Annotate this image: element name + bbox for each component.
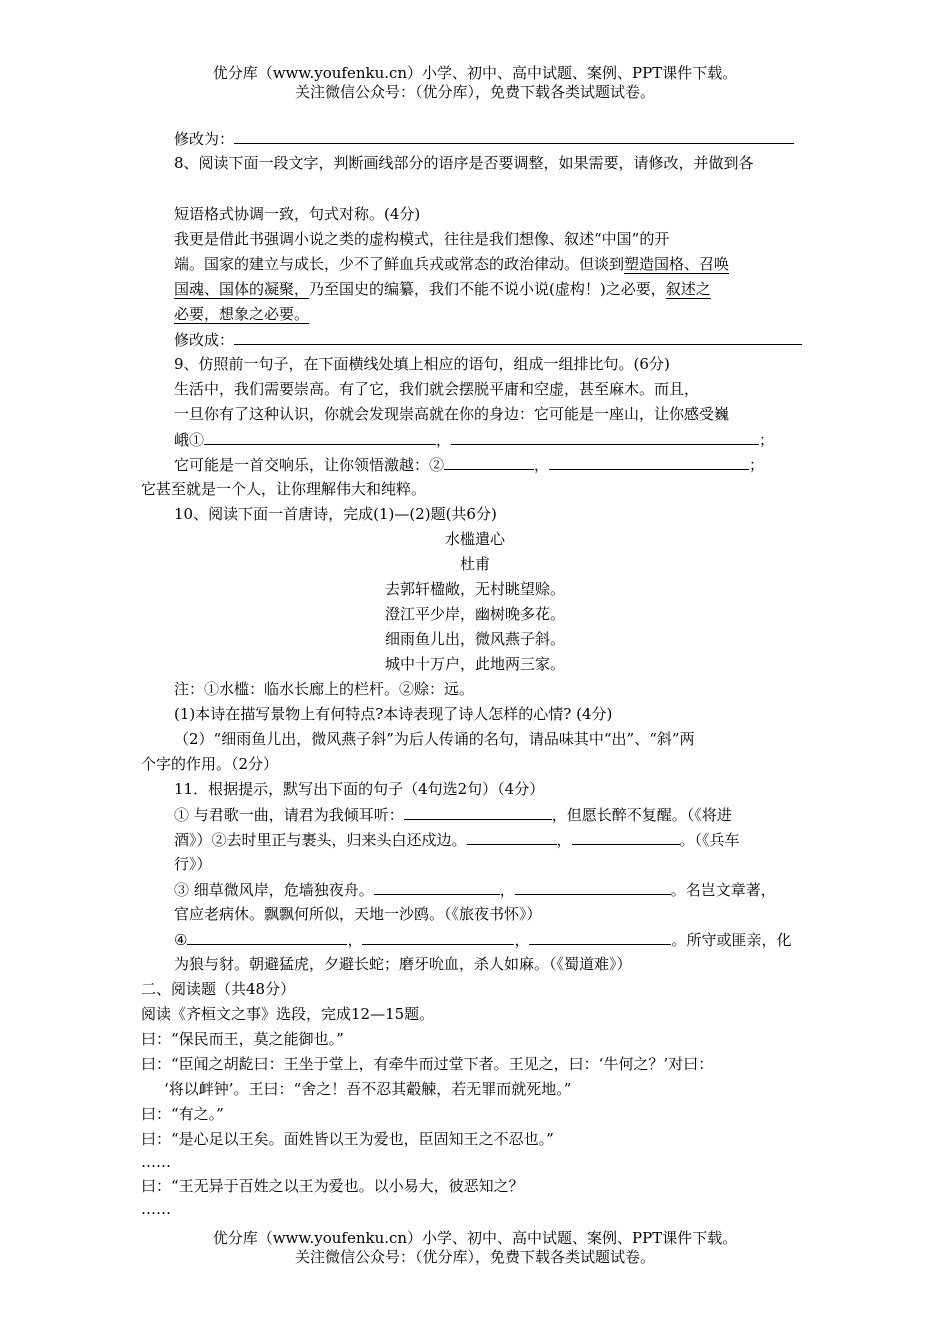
q9-line-3: 峨① ， ； — [174, 431, 775, 449]
q8-passage-4 — [174, 304, 309, 324]
passage-line-4: 曰：“有之。” — [141, 1105, 224, 1123]
q9-blank-2b[interactable] — [549, 454, 749, 470]
poem-line-1: 去郭轩楹敞，无村眺望赊。 — [384, 580, 565, 598]
q10-sub-2b: 个字的作用。（2分） — [141, 755, 279, 773]
q9-blank-1a[interactable] — [204, 429, 436, 445]
q8-stem-2: 短语格式协调一致，句式对称。(4分) — [174, 205, 421, 223]
q9-blank-1b[interactable] — [451, 429, 759, 445]
q8-underlined-3: 叙述之 — [665, 280, 711, 298]
q11-item-3-cont: 官应老病休。飘飘何所似，天地一沙鸥。（《旅夜书怀》） — [174, 905, 542, 923]
page-header — [0, 64, 950, 102]
q8-stem-1: 8、阅读下面一段文字，判断画线部分的语序是否要调整，如果需要，请修改，并做到各 — [174, 154, 754, 172]
q8-passage-1: 我更是借此书强调小说之类的虚构模式，往往是我们想像、叙述“中国”的开 — [174, 230, 670, 248]
q9-line-1: 生活中，我们需要崇高。有了它，我们就会摆脱平庸和空虚，甚至麻木。而且， — [174, 380, 700, 398]
q11-item-2-end: 行》） — [174, 855, 212, 873]
section-2-intro: 阅读《齐桓文之事》选段，完成12—15题。 — [141, 1005, 435, 1023]
q9-line-4: 它可能是一首交响乐，让你领悟激越：② ， ； — [174, 456, 765, 474]
poem-author: 杜甫 — [459, 555, 490, 573]
q7-revise-line: 修改为： — [174, 128, 794, 149]
poem-note: 注：①水槛：临水长廊上的栏杆。②赊：远。 — [174, 680, 475, 698]
q11-blank-3b[interactable] — [515, 879, 671, 895]
q11-blank-4c[interactable] — [529, 929, 671, 945]
header-line-1: 优分库（www.youfenku.cn）小学、初中、高中试题、案例、PPT课件下载。 — [212, 64, 738, 82]
q8-passage-3: 国魂、国体的凝聚，乃至国史的编纂，我们不能不说小说(虚构！)之必要，叙述之 — [174, 280, 711, 298]
header-line-2: 关注微信公众号：（优分库），免费下载各类试题试卷。 — [294, 83, 655, 101]
q9-line-5: 它甚至就是一个人，让你理解伟大和纯粹。 — [141, 480, 427, 498]
poem-line-4: 城中十万户，此地两三家。 — [384, 655, 565, 673]
q8-revise-line: 修改成： — [174, 329, 802, 350]
section-2-title: 二、阅读题（共48分） — [141, 980, 296, 998]
q11-blank-1[interactable] — [404, 804, 552, 820]
passage-line-1: 曰：“保民而王，莫之能御也。” — [141, 1030, 344, 1048]
q8-underlined-2: 国魂、国体的凝聚， — [174, 280, 310, 298]
q9-stem: 9、仿照前一句子，在下面横线处填上相应的语句，组成一组排比句。(6分) — [174, 355, 670, 373]
footer-line-1: 优分库（www.youfenku.cn）小学、初中、高中试题、案例、PPT课件下载。 — [212, 1229, 738, 1247]
q7-answer-blank[interactable] — [234, 128, 794, 144]
q11-blank-3a[interactable] — [374, 879, 500, 895]
q11-item-4: ④ ， ， 。所守或匪亲，化 — [174, 931, 792, 949]
q11-blank-4a[interactable] — [187, 929, 347, 945]
passage-line-3: ‘将以衅钟’。王曰：“舍之！吾不忍其觳觫，若无罪而就死地。” — [164, 1080, 572, 1098]
passage-line-5: 曰：“是心足以王矣。面姓皆以王为爱也，臣固知王之不忍也。” — [141, 1130, 554, 1148]
q11-item-3: ③ 细草微风岸，危墙独夜舟。 ， 。名岂文章著， — [174, 881, 776, 899]
footer-line-2: 关注微信公众号：（优分库），免费下载各类试题试卷。 — [294, 1248, 655, 1266]
q11-blank-2a[interactable] — [467, 829, 557, 845]
poem-title: 水槛遣心 — [444, 530, 505, 548]
passage-line-7: 曰：“王无异于百姓之以王为爱也。以小易大，彼恶知之？ — [141, 1177, 524, 1195]
q10-stem: 10、阅读下面一首唐诗，完成(1)—(2)题(共6分) — [174, 505, 497, 523]
passage-ellipsis-1: …… — [141, 1153, 171, 1171]
poem-line-3: 细雨鱼儿出，微风燕子斜。 — [384, 630, 565, 648]
passage-ellipsis-2: …… — [141, 1200, 171, 1218]
q11-stem: 11．根据提示，默写出下面的句子（4句选2句）（4分） — [174, 780, 545, 798]
q11-item-4-cont: 为狼与豺。朝避猛虎，夕避长蛇；磨牙吮血，杀人如麻。（《蜀道难》） — [174, 955, 632, 973]
q10-sub-2a: （2）“细雨鱼儿出，微风燕子斜”为后人传诵的名句，请品味其中“出”、“斜”两 — [174, 730, 695, 748]
q8-underlined-1: 塑造国格、召唤 — [624, 255, 730, 273]
q11-item-1: ① 与君歌一曲，请君为我倾耳听： ，但愿长醉不复醒。（《将进 — [174, 806, 732, 824]
q8-answer-blank[interactable] — [234, 329, 802, 345]
q9-line-2: 一旦你有了这种认识，你就会发现崇高就在你的身边：它可能是一座山，让你感受巍 — [174, 405, 730, 423]
poem-line-2: 澄江平少岸，幽树晚多花。 — [384, 605, 565, 623]
q11-blank-2b[interactable] — [572, 829, 680, 845]
q10-sub-1: (1)本诗在描写景物上有何特点?本诗表现了诗人怎样的心情? (4分) — [174, 705, 613, 723]
passage-line-2: 曰：“臣闻之胡龁曰：王坐于堂上，有牵牛而过堂下者。王见之，曰：‘牛何之？’对曰： — [141, 1055, 714, 1073]
q11-blank-4b[interactable] — [362, 929, 514, 945]
q11-item-2: 酒》）②去时里正与裹头，归来头白还戍边。 ， 。（《兵车 — [174, 831, 740, 849]
page-footer — [0, 1229, 950, 1267]
q9-blank-2a[interactable] — [444, 454, 534, 470]
q8-passage-2: 端。国家的建立与成长，少不了鲜血兵戎或常态的政治律动。但谈到塑造国格、召唤 — [174, 255, 730, 273]
q8-underlined-4: 必要，想象之必要。 — [174, 305, 310, 323]
